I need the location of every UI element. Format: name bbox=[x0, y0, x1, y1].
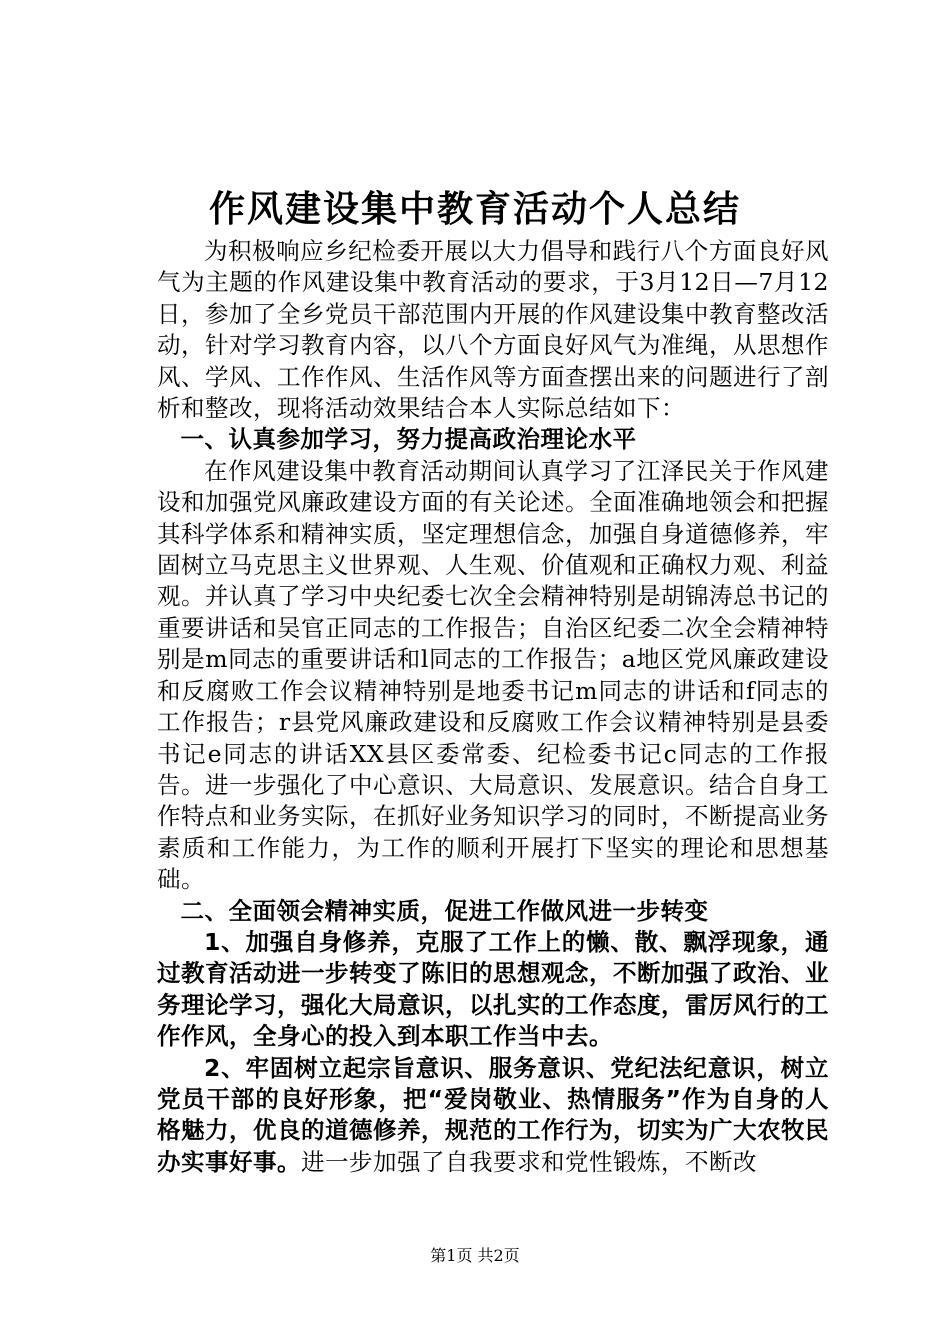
item-2-bold-text: 2、牢固树立起宗旨意识、服务意识、党纪法纪意识，树立党员干部的良好形象，把“爱岗敬业、热情服务”作为自身的人格魅力，优良的道德修养，规范的工作行为，切实为广大农牧民办实事好事。 bbox=[157, 1053, 829, 1176]
section-1-paragraph: 在作风建设集中教育活动期间认真学习了江泽民关于作风建设和加强党风廉政建设方面的有关论述。全面准确地领会和把握其科学体系和精神实质，坚定理想信念，加强自身道德修养，牢固树立马克思主义世界观、人生观、价值观和正确权力观、利益观。并认真了学习中央纪委七次全会精神特别是胡锦涛总书记的重要讲话和吴官正同志的工作报告；自治区纪委二次全会精神特别是m同志的重要讲话和l同志的工作报告；a地区党风廉政建设和反腐败工作会议精神特别是地委书记m同志的讲话和f同志的工作报告；r县党风廉政建设和反腐败工作会议精神特别是县委书记e同志的讲话XX县区委常委、纪检委书记c同志的工作报告。进一步强化了中心意识、大局意识、发展意识。结合自身工作特点和业务实际，在抓好业务知识学习的同时，不断提高业务素质和工作能力，为工作的顺利开展打下坚实的理论和思想基础。 bbox=[157, 456, 829, 894]
item-2-regular-text: 进一步加强了自我要求和党性锻炼，不断改 bbox=[301, 1147, 757, 1176]
document-body bbox=[157, 236, 829, 1178]
section-1-heading: 一、认真参加学习，努力提高政治理论水平 bbox=[180, 425, 637, 454]
section-2-heading: 二、全面领会精神实质，促进工作做风进一步转变 bbox=[180, 896, 709, 925]
page-number-footer: 第1页 共2页 bbox=[430, 1246, 520, 1265]
item-1-paragraph: 1、加强自身修养，克服了工作上的懒、散、飘浮现象，通过教育活动进一步转变了陈旧的思想观念，不断加强了政治、业务理论学习，强化大局意识，以扎实的工作态度，雷厉风行的工作作风，全身心的投入到本职工作当中去。 bbox=[157, 927, 829, 1051]
intro-paragraph: 为积极响应乡纪检委开展以大力倡导和践行八个方面良好风气为主题的作风建设集中教育活动的要求，于3月12日—7月12日，参加了全乡党员干部范围内开展的作风建设集中教育整改活动，针对学习教育内容，以八个方面良好风气为准绳，从思想作风、学风、工作作风、生活作风等方面查摆出来的问题进行了剖析和整改，现将活动效果结合本人实际总结如下： bbox=[157, 237, 829, 423]
item-2-paragraph bbox=[157, 1053, 829, 1179]
document-title: 作风建设集中教育活动个人总结 bbox=[208, 189, 741, 230]
